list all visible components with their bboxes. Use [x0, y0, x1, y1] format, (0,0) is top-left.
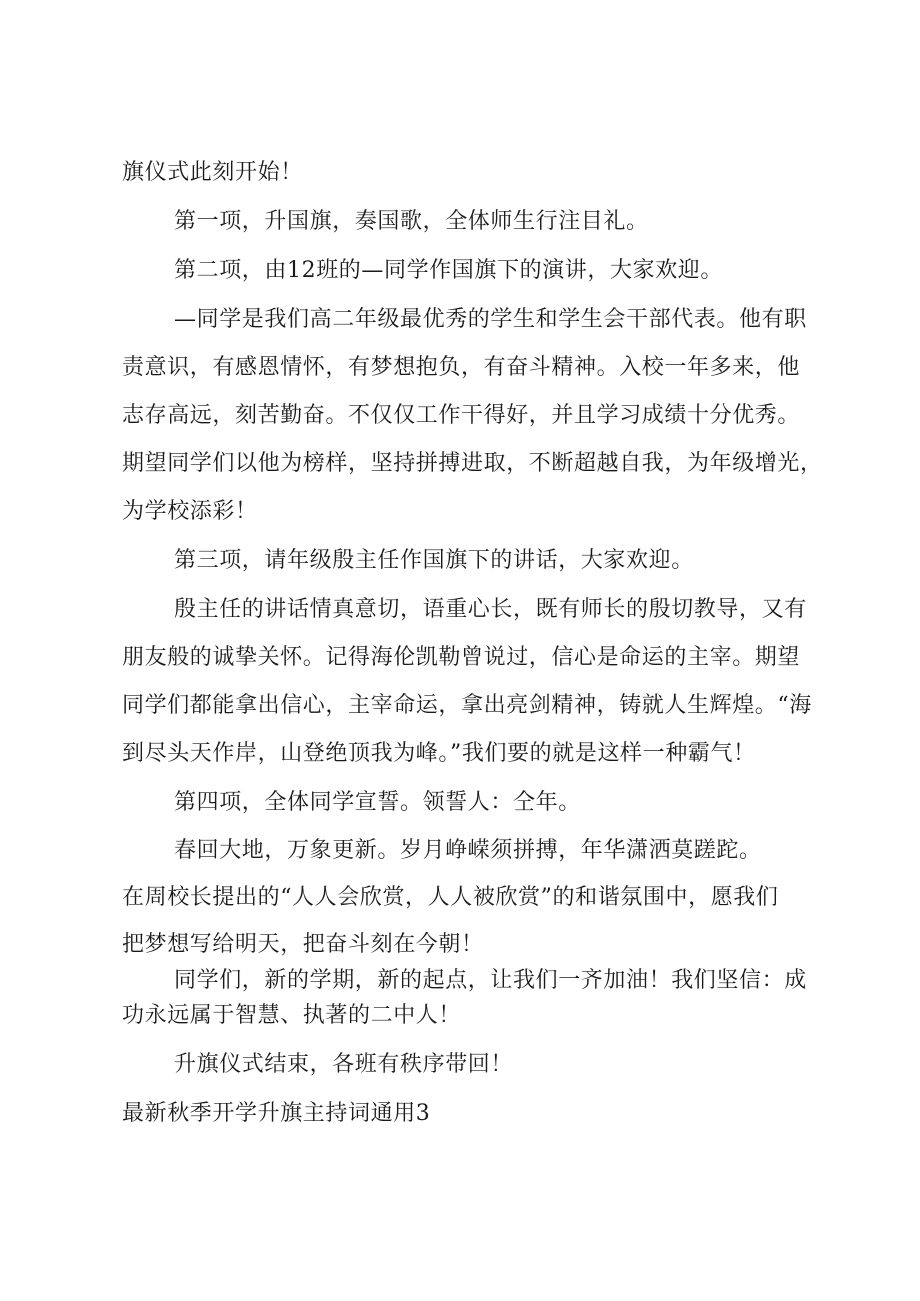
text-line-4: —同学是我们高二年级最优秀的学生和学生会干部代表。他有职 [174, 307, 807, 332]
text-line-11: 朋友般的诚挚关怀。记得海伦凯勒曾说过，信心是命运的主宰。期望 [122, 645, 801, 670]
text-line-10: 殷主任的讲话情真意切，语重心长，既有师长的殷切教导，又有 [174, 597, 807, 622]
text-line-12: 同学们都能拿出信心，主宰命运，拿出亮剑精神，铸就人生辉煌。“海 [122, 693, 812, 718]
text-line-18: 同学们，新的学期，新的起点，让我们一齐加油！我们坚信：成 [174, 968, 807, 993]
text-line-3: 第二项，由12班的—同学作国旗下的演讲，大家欢迎。 [174, 258, 723, 283]
text-line-9: 第三项，请年级殷主任作国旗下的讲话，大家欢迎。 [174, 548, 694, 573]
text-line-13: 到尽头天作岸，山登绝顶我为峰。”我们要的就是这样一种霸气！ [122, 741, 756, 766]
text-line-16: 在周校长提出的“人人会欣赏，人人被欣赏”的和谐氛围中，愿我们 [122, 885, 779, 910]
text-line-1: 旗仪式此刻开始！ [122, 160, 303, 185]
text-line-15: 春回大地，万象更新。岁月峥嵘须拼搏，年华潇洒莫蹉跎。 [174, 838, 762, 863]
text-line-14: 第四项，全体同学宣誓。领誓人：仝年。 [174, 790, 581, 815]
text-line-8: 为学校添彩！ [122, 499, 258, 524]
text-line-7: 期望同学们以他为榜样，坚持拼搏进取，不断超越自我，为年级增光， [122, 451, 823, 476]
text-line-19: 功永远属于智慧、执著的二中人！ [122, 1003, 462, 1028]
text-line-6: 志存高远，刻苦勤奋。不仅仅工作干得好，并且学习成绩十分优秀。 [122, 403, 801, 428]
text-line-20: 升旗仪式结束，各班有秩序带回！ [174, 1052, 514, 1077]
text-line-5: 责意识，有感恩情怀，有梦想抱负，有奋斗精神。入校一年多来，他 [122, 355, 801, 380]
text-line-2: 第一项，升国旗，奏国歌，全体师生行注目礼。 [174, 209, 649, 234]
section-heading: 最新秋季开学升旗主持词通用3 [122, 1101, 431, 1126]
text-line-17: 把梦想写给明天，把奋斗刻在今朝！ [122, 932, 484, 957]
